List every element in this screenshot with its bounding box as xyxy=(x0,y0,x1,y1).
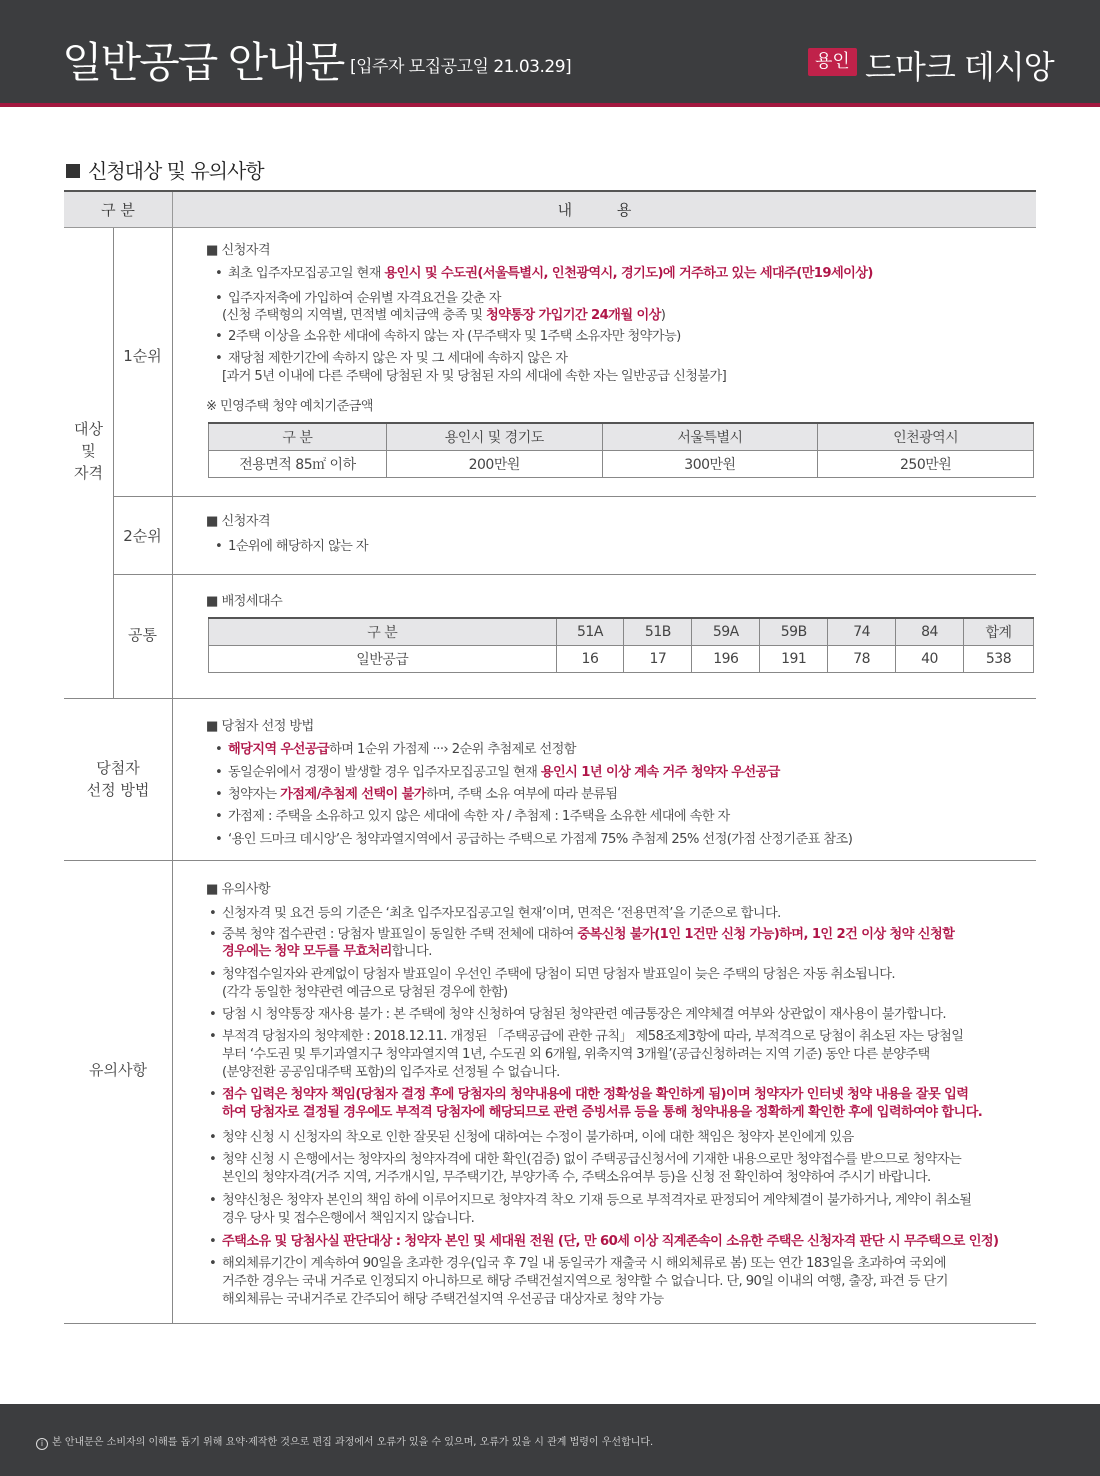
category-eligibility xyxy=(64,418,113,484)
highlight-text: 중복신청 불가(1인 1건만 신청 가능)하며, 1인 2건 이상 청약 신청할 xyxy=(577,927,955,942)
text-span: 하며 1순위 가점제 ···› 2순위 추첨제로 선정함 xyxy=(329,742,576,757)
page-subtitle: [입주자 모집공고일 21.03.29] xyxy=(350,57,572,77)
highlight-text: 용인시 및 수도권(서울특별시, 인천광역시, 경기도)에 거주하고 있는 세대주(만19세이상) xyxy=(384,266,873,281)
category-line: 당첨자 xyxy=(96,759,140,777)
table-cell: 구 분 xyxy=(209,618,557,645)
table-cell: 16 xyxy=(556,645,624,672)
note-7: • 청약 신청 시 신청자의 착오로 인한 잘못된 신청에 대하여는 수정이 불가하며, 이에 대한 책임은 청약자 본인에게 있음 xyxy=(222,1129,854,1147)
divider xyxy=(113,496,1036,497)
winner-bullet-1 xyxy=(228,741,576,759)
text-span: 중복 청약 접수관련 : 당첨자 발표일이 동일한 주택 전체에 대하여 xyxy=(222,927,578,942)
brand-tag: 용인 xyxy=(808,48,857,76)
table-cell: 51A xyxy=(556,618,624,645)
deposit-table-title: ※ 민영주택 청약 예치기준금액 xyxy=(206,399,373,414)
page-title: 일반공급 안내문 xyxy=(62,38,344,87)
table-row xyxy=(209,618,1034,645)
rank1-bullet-2: • 입주자저축에 가입하여 순위별 자격요건을 갖춘 자 xyxy=(228,290,501,308)
category-winner xyxy=(64,757,172,801)
table-cell: 59A xyxy=(692,618,760,645)
table-row xyxy=(209,645,1034,672)
table-cell: 300만원 xyxy=(602,450,818,477)
common-heading: ■ 배정세대수 xyxy=(206,594,283,609)
note-5-line-2: 부터 ‘수도권 및 투기과열지구 청약과열지역 1년, 수도권 외 6개월, 위축지역 3개월’(공급신청하려는 지역 기준) 동안 다른 분양주택 xyxy=(222,1047,930,1062)
table-cell: 74 xyxy=(828,618,896,645)
table-cell: 196 xyxy=(692,645,760,672)
highlight-text: 하여 당첨자로 결정될 경우에도 부적격 당첨자에 해당되므로 관련 증빙서류 등을 통해 청약내용을 정확하게 확인한 후에 입력하여야 합니다. xyxy=(222,1105,983,1120)
note-10 xyxy=(222,1233,998,1251)
note-2 xyxy=(222,926,954,944)
highlight-text: 용인시 1년 이상 계속 거주 청약자 우선공급 xyxy=(540,765,780,780)
table-cell: 인천광역시 xyxy=(818,423,1034,450)
table-cell: 59B xyxy=(760,618,828,645)
table-cell: 78 xyxy=(828,645,896,672)
table-cell: 일반공급 xyxy=(209,645,557,672)
table-cell: 200만원 xyxy=(386,450,602,477)
divider xyxy=(172,228,173,1324)
rank1-heading: ■ 신청자격 xyxy=(206,243,271,258)
table-cell: 191 xyxy=(760,645,828,672)
winner-bullet-2 xyxy=(228,764,780,782)
table-cell: 51B xyxy=(624,618,692,645)
rank1-bullet-2-sub xyxy=(222,307,665,325)
category-rank1: 1순위 xyxy=(123,347,162,365)
note-6-line-2 xyxy=(222,1104,982,1122)
divider xyxy=(64,860,1036,861)
table-cell: 17 xyxy=(624,645,692,672)
square-bullet-icon xyxy=(66,164,80,178)
deposit-table xyxy=(208,422,1034,478)
note-1: • 신청자격 및 요건 등의 기준은 ‘최초 입주자모집공고일 현재’이며, 면적은 ‘전용면적’을 기준으로 합니다. xyxy=(222,905,781,923)
header-bar xyxy=(0,0,1100,103)
rank1-bullet-1 xyxy=(228,265,873,283)
note-11-line-3: 해외체류는 국내거주로 간주되어 해당 주택건설지역 우선공급 대상자로 청약 가능 xyxy=(222,1292,664,1307)
table-row xyxy=(209,423,1034,450)
winner-heading: ■ 당첨자 선정 방법 xyxy=(206,719,314,734)
divider xyxy=(64,1323,1036,1324)
note-9-line-2: 경우 당사 및 접수은행에서 책임지지 않습니다. xyxy=(222,1211,475,1226)
highlight-text: 청약통장 가입기간 24개월 이상 xyxy=(485,308,661,323)
text-span: ) xyxy=(660,308,666,323)
footer-disclaimer xyxy=(36,1433,653,1450)
divider xyxy=(113,574,1036,575)
note-8: • 청약 신청 시 은행에서는 청약자의 청약자격에 대한 확인(검증) 없이 주택공급신청서에 기재한 내용으로만 청약접수를 받으므로 청약자는 xyxy=(222,1151,961,1169)
table-cell: 84 xyxy=(896,618,964,645)
table-cell: 서울특별시 xyxy=(602,423,818,450)
category-rank2: 2순위 xyxy=(123,527,162,545)
highlight-text: 해당지역 우선공급 xyxy=(228,742,330,757)
note-9: • 청약신청은 청약자 본인의 책임 하에 이루어지므로 청약자격 착오 기재 등으로 부적격자로 판정되어 계약체결이 불가하거나, 계약이 취소될 xyxy=(222,1192,971,1210)
table-cell: 250만원 xyxy=(818,450,1034,477)
note-6 xyxy=(222,1086,968,1104)
table-cell: 40 xyxy=(896,645,964,672)
text-span: (신청 주택형의 지역별, 면적별 예치금액 충족 및 xyxy=(222,308,486,323)
note-3: • 청약접수일자와 관계없이 당첨자 발표일이 우선인 주택에 당첨이 되면 당첨자 발표일이 늦은 주택의 당첨은 자동 취소됩니다. xyxy=(222,966,895,984)
note-3-line-2: (각각 동일한 청약관련 예금으로 당첨된 경우에 한함) xyxy=(222,985,508,1000)
rank2-heading: ■ 신청자격 xyxy=(206,514,271,529)
section-title-text: 신청대상 및 유의사항 xyxy=(88,159,264,183)
category-notes: 유의사항 xyxy=(89,1061,147,1079)
category-line: 선정 방법 xyxy=(86,781,150,799)
winner-bullet-3 xyxy=(228,786,617,804)
note-5: • 부적격 당첨자의 청약제한 : 2018.12.11. 개정된 「주택공급에 관한 규칙」 제58조제3항에 따라, 부적격으로 당첨이 취소된 자는 당첨일 xyxy=(222,1028,963,1046)
note-4: • 당첨 시 청약통장 재사용 불가 : 본 주택에 청약 신청하여 당첨된 청약관련 예금통장은 계약체결 여부와 상관없이 재사용이 불가합니다. xyxy=(222,1006,946,1024)
text-span: 합니다. xyxy=(391,944,432,959)
table-cell: 538 xyxy=(964,645,1034,672)
highlight-text: 점수 입력은 청약자 책임(당첨자 결정 후에 당첨자의 청약내용에 대한 정확성을 확인하게 됨)이며 청약자가 인터넷 청약 내용을 잘못 입력 xyxy=(222,1087,969,1102)
highlight-text: 가점제/추첨제 선택이 불가 xyxy=(280,787,426,802)
rank1-bullet-4-sub: [과거 5년 이내에 다른 주택에 당첨된 자 및 당첨된 자의 세대에 속한 자는 일반공급 신청불가] xyxy=(222,369,727,384)
note-8-line-2: 본인의 청약자격(거주 지역, 거주개시일, 무주택기간, 부양가족 수, 주택소유여부 등)을 신청 전 확인하여 청약하여 주시기 바랍니다. xyxy=(222,1170,931,1185)
table-header-category: 구 분 xyxy=(101,201,135,219)
table-row xyxy=(209,450,1034,477)
info-icon: i xyxy=(36,1438,48,1450)
brand-name: 드마크 데시앙 xyxy=(865,48,1054,86)
table-header-content: 내 용 xyxy=(557,201,652,219)
rank1-bullet-4: • 재당첨 제한기간에 속하지 않은 자 및 그 세대에 속하지 않은 자 xyxy=(228,350,567,368)
divider xyxy=(64,698,1036,699)
category-line: 대상 xyxy=(74,420,103,438)
category-common: 공통 xyxy=(128,626,157,644)
table-cell: 용인시 및 경기도 xyxy=(386,423,602,450)
winner-bullet-5: • ‘용인 드마크 데시앙’은 청약과열지역에서 공급하는 주택으로 가점제 75% 추첨제 25% 선정(가점 산정기준표 참조) xyxy=(228,831,852,849)
note-11: • 해외체류기간이 계속하여 90일을 초과한 경우(입국 후 7일 내 동일국가 재출국 시 해외체류로 봄) 또는 연간 183일을 초과하여 국외에 xyxy=(222,1255,946,1273)
notes-heading: ■ 유의사항 xyxy=(206,882,271,897)
table-cell: 합계 xyxy=(964,618,1034,645)
table-cell: 구 분 xyxy=(209,423,387,450)
header-accent-line xyxy=(0,103,1100,107)
category-line: 및 xyxy=(81,442,96,460)
note-11-line-2: 거주한 경우는 국내 거주로 인정되지 아니하므로 해당 주택건설지역으로 청약할 수 없습니다. 단, 90일 이내의 여행, 출장, 파견 등 단기 xyxy=(222,1274,948,1289)
text-span: 청약자는 xyxy=(228,787,281,802)
rank2-bullet-1: • 1순위에 해당하지 않는 자 xyxy=(228,538,368,556)
table-cell: 전용면적 85㎡ 이하 xyxy=(209,450,387,477)
winner-bullet-4: • 가점제 : 주택을 소유하고 있지 않은 세대에 속한 자 / 추첨제 : 1주택을 소유한 세대에 속한 자 xyxy=(228,808,730,826)
note-2-line-2 xyxy=(222,943,432,961)
rank1-bullet-3: • 2주택 이상을 소유한 세대에 속하지 않는 자 (무주택자 및 1주택 소유자만 청약가능) xyxy=(228,328,681,346)
text-span: 최초 입주자모집공고일 현재 xyxy=(228,266,385,281)
highlight-text: 주택소유 및 당첨사실 판단대상 : 청약자 본인 및 세대원 전원 (단, 만 60세 이상 직계존속이 소유한 주택은 신청자격 판단 시 무주택으로 인정) xyxy=(222,1234,999,1249)
table-header xyxy=(64,190,1036,228)
footer-text: 본 안내문은 소비자의 이해를 돕기 위해 요약·제작한 것으로 편집 과정에서 오류가 있을 수 있으며, 오류가 있을 시 관계 법령이 우선합니다. xyxy=(52,1437,654,1448)
note-5-line-3: (분양전환 공공임대주택 포함)의 입주자로 선정될 수 없습니다. xyxy=(222,1065,560,1080)
highlight-text: 경우에는 청약 모두를 무효처리 xyxy=(222,944,392,959)
text-span: 동일순위에서 경쟁이 발생할 경우 입주자모집공고일 현재 xyxy=(228,765,541,780)
allocation-table xyxy=(208,617,1034,673)
footer-bar xyxy=(0,1404,1100,1476)
text-span: 하며, 주택 소유 여부에 따라 분류됨 xyxy=(425,787,618,802)
section-title xyxy=(66,155,264,184)
category-line: 자격 xyxy=(74,464,103,482)
